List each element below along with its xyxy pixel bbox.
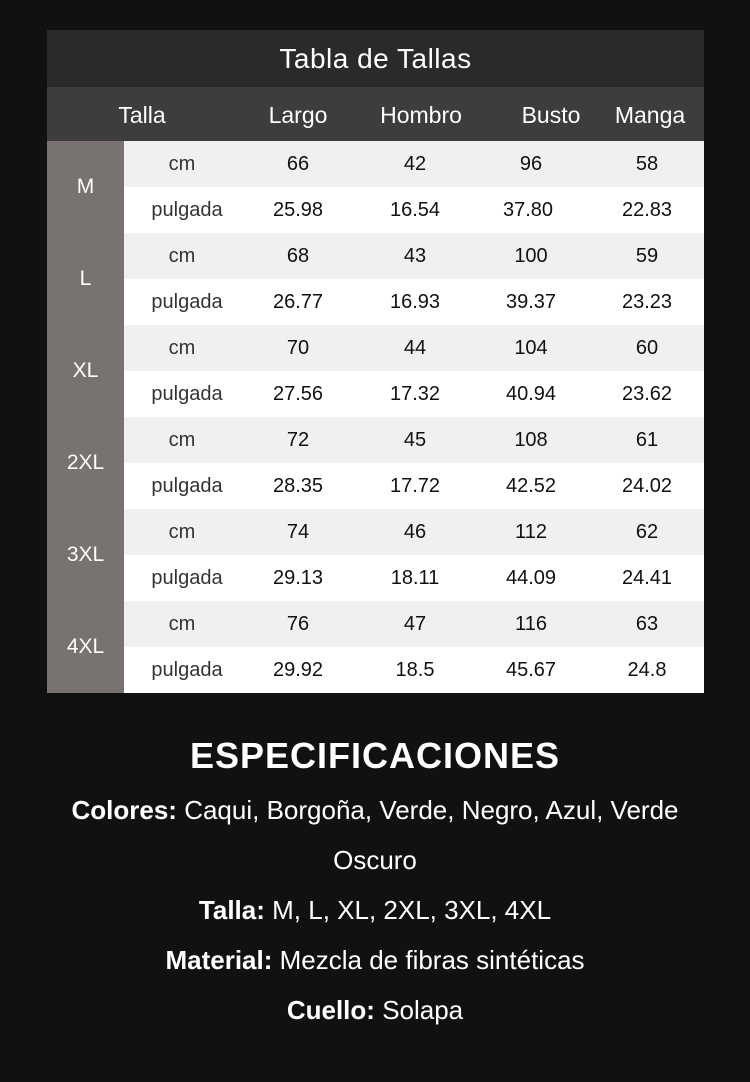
unit-cell: pulgada — [151, 475, 223, 497]
unit-cell: cm — [168, 613, 196, 635]
table-row-inch — [124, 555, 704, 601]
specifications-heading: ESPECIFICACIONES — [189, 735, 561, 776]
bust-cell: 112 — [515, 521, 547, 543]
bust-cell: 104 — [514, 337, 548, 359]
length-cell: 76 — [286, 613, 310, 635]
sleeve-cell: 24.41 — [621, 567, 673, 589]
length-cell: 66 — [286, 153, 310, 175]
size-chart-header — [47, 87, 704, 141]
unit-cell: cm — [168, 429, 196, 451]
bust-cell: 40.94 — [505, 383, 557, 405]
sleeve-cell: 58 — [635, 153, 659, 175]
sleeve-cell: 59 — [635, 245, 659, 267]
bust-cell: 45.67 — [505, 659, 557, 681]
bust-cell: 37.80 — [502, 199, 554, 221]
bust-cell: 44.09 — [505, 567, 557, 589]
table-row-cm — [124, 325, 704, 371]
unit-cell: pulgada — [151, 659, 223, 681]
header-shoulder: Hombro — [380, 102, 462, 128]
size-label: L — [79, 267, 92, 290]
unit-cell: pulgada — [151, 291, 223, 313]
shoulder-cell: 45 — [403, 429, 427, 451]
shoulder-cell: 18.11 — [390, 567, 440, 589]
size-chart — [47, 30, 704, 693]
length-cell: 25.98 — [272, 199, 324, 221]
length-cell: 74 — [286, 521, 310, 543]
table-row-inch — [124, 463, 704, 509]
table-row-inch — [124, 187, 704, 233]
unit-cell: pulgada — [151, 383, 223, 405]
size-chart-body — [47, 141, 704, 693]
header-size: Talla — [118, 102, 166, 128]
shoulder-cell: 42 — [403, 153, 427, 175]
bust-cell: 100 — [514, 245, 548, 267]
header-length: Largo — [268, 102, 328, 128]
bust-cell: 96 — [519, 153, 543, 175]
shoulder-cell: 47 — [403, 613, 427, 635]
length-cell: 28.35 — [272, 475, 324, 497]
size-label: 4XL — [66, 635, 105, 658]
unit-cell: pulgada — [151, 199, 223, 221]
length-cell: 70 — [286, 337, 310, 359]
spec-material-value: Mezcla de fibras sintéticas — [279, 945, 585, 975]
shoulder-cell: 18.5 — [395, 659, 435, 681]
shoulder-cell: 46 — [403, 521, 427, 543]
spec-collar-value: Solapa — [382, 995, 464, 1025]
specifications-section — [0, 735, 750, 1035]
length-cell: 29.13 — [272, 567, 324, 589]
size-label: 2XL — [66, 451, 105, 474]
spec-colors-value: Caqui, Borgoña, Verde, Negro, Azul, Verde Oscuro — [184, 795, 679, 875]
sleeve-cell: 23.23 — [621, 291, 673, 313]
table-row-cm — [124, 233, 704, 279]
measurement-rows — [124, 141, 704, 693]
sleeve-cell: 62 — [635, 521, 659, 543]
sleeve-cell: 24.02 — [621, 475, 673, 497]
unit-cell: cm — [168, 521, 196, 543]
size-chart-title: Tabla de Tallas — [47, 30, 704, 87]
spec-colors-label: Colores: — [71, 795, 177, 825]
spec-size — [35, 885, 715, 935]
table-row-cm — [124, 417, 704, 463]
unit-cell: cm — [168, 337, 196, 359]
size-label: XL — [72, 359, 99, 382]
sleeve-cell: 61 — [635, 429, 659, 451]
shoulder-cell: 17.72 — [389, 475, 441, 497]
length-cell: 27.56 — [272, 383, 324, 405]
shoulder-cell: 16.93 — [389, 291, 441, 313]
length-cell: 29.92 — [272, 659, 324, 681]
shoulder-cell: 44 — [403, 337, 427, 359]
sleeve-cell: 60 — [635, 337, 659, 359]
spec-collar — [35, 985, 715, 1035]
sleeve-cell: 22.83 — [621, 199, 673, 221]
bust-cell: 42.52 — [505, 475, 557, 497]
table-row-inch — [124, 279, 704, 325]
table-row-cm — [124, 141, 704, 187]
table-row-inch — [124, 647, 704, 693]
table-row-cm — [124, 601, 704, 647]
unit-cell: cm — [168, 245, 196, 267]
table-row-cm — [124, 509, 704, 555]
sleeve-cell: 24.8 — [627, 659, 667, 681]
spec-size-label: Talla: — [198, 895, 265, 925]
spec-colors — [35, 785, 715, 885]
sleeve-cell: 23.62 — [621, 383, 673, 405]
shoulder-cell: 43 — [403, 245, 427, 267]
length-cell: 72 — [286, 429, 310, 451]
sleeve-cell: 63 — [635, 613, 659, 635]
shoulder-cell: 17.32 — [389, 383, 441, 405]
size-column — [47, 141, 124, 693]
header-sleeve: Manga — [614, 102, 686, 128]
length-cell: 26.77 — [272, 291, 324, 313]
length-cell: 68 — [286, 245, 310, 267]
unit-cell: pulgada — [151, 567, 223, 589]
unit-cell: cm — [168, 153, 196, 175]
spec-material-label: Material: — [165, 945, 273, 975]
size-label: M — [76, 175, 95, 198]
spec-material — [35, 935, 715, 985]
bust-cell: 39.37 — [505, 291, 557, 313]
bust-cell: 116 — [515, 613, 547, 635]
table-row-inch — [124, 371, 704, 417]
size-label: 3XL — [66, 543, 105, 566]
spec-collar-label: Cuello: — [286, 995, 375, 1025]
shoulder-cell: 16.54 — [389, 199, 441, 221]
spec-size-value: M, L, XL, 2XL, 3XL, 4XL — [272, 895, 552, 925]
header-bust: Busto — [521, 102, 581, 128]
bust-cell: 108 — [514, 429, 548, 451]
